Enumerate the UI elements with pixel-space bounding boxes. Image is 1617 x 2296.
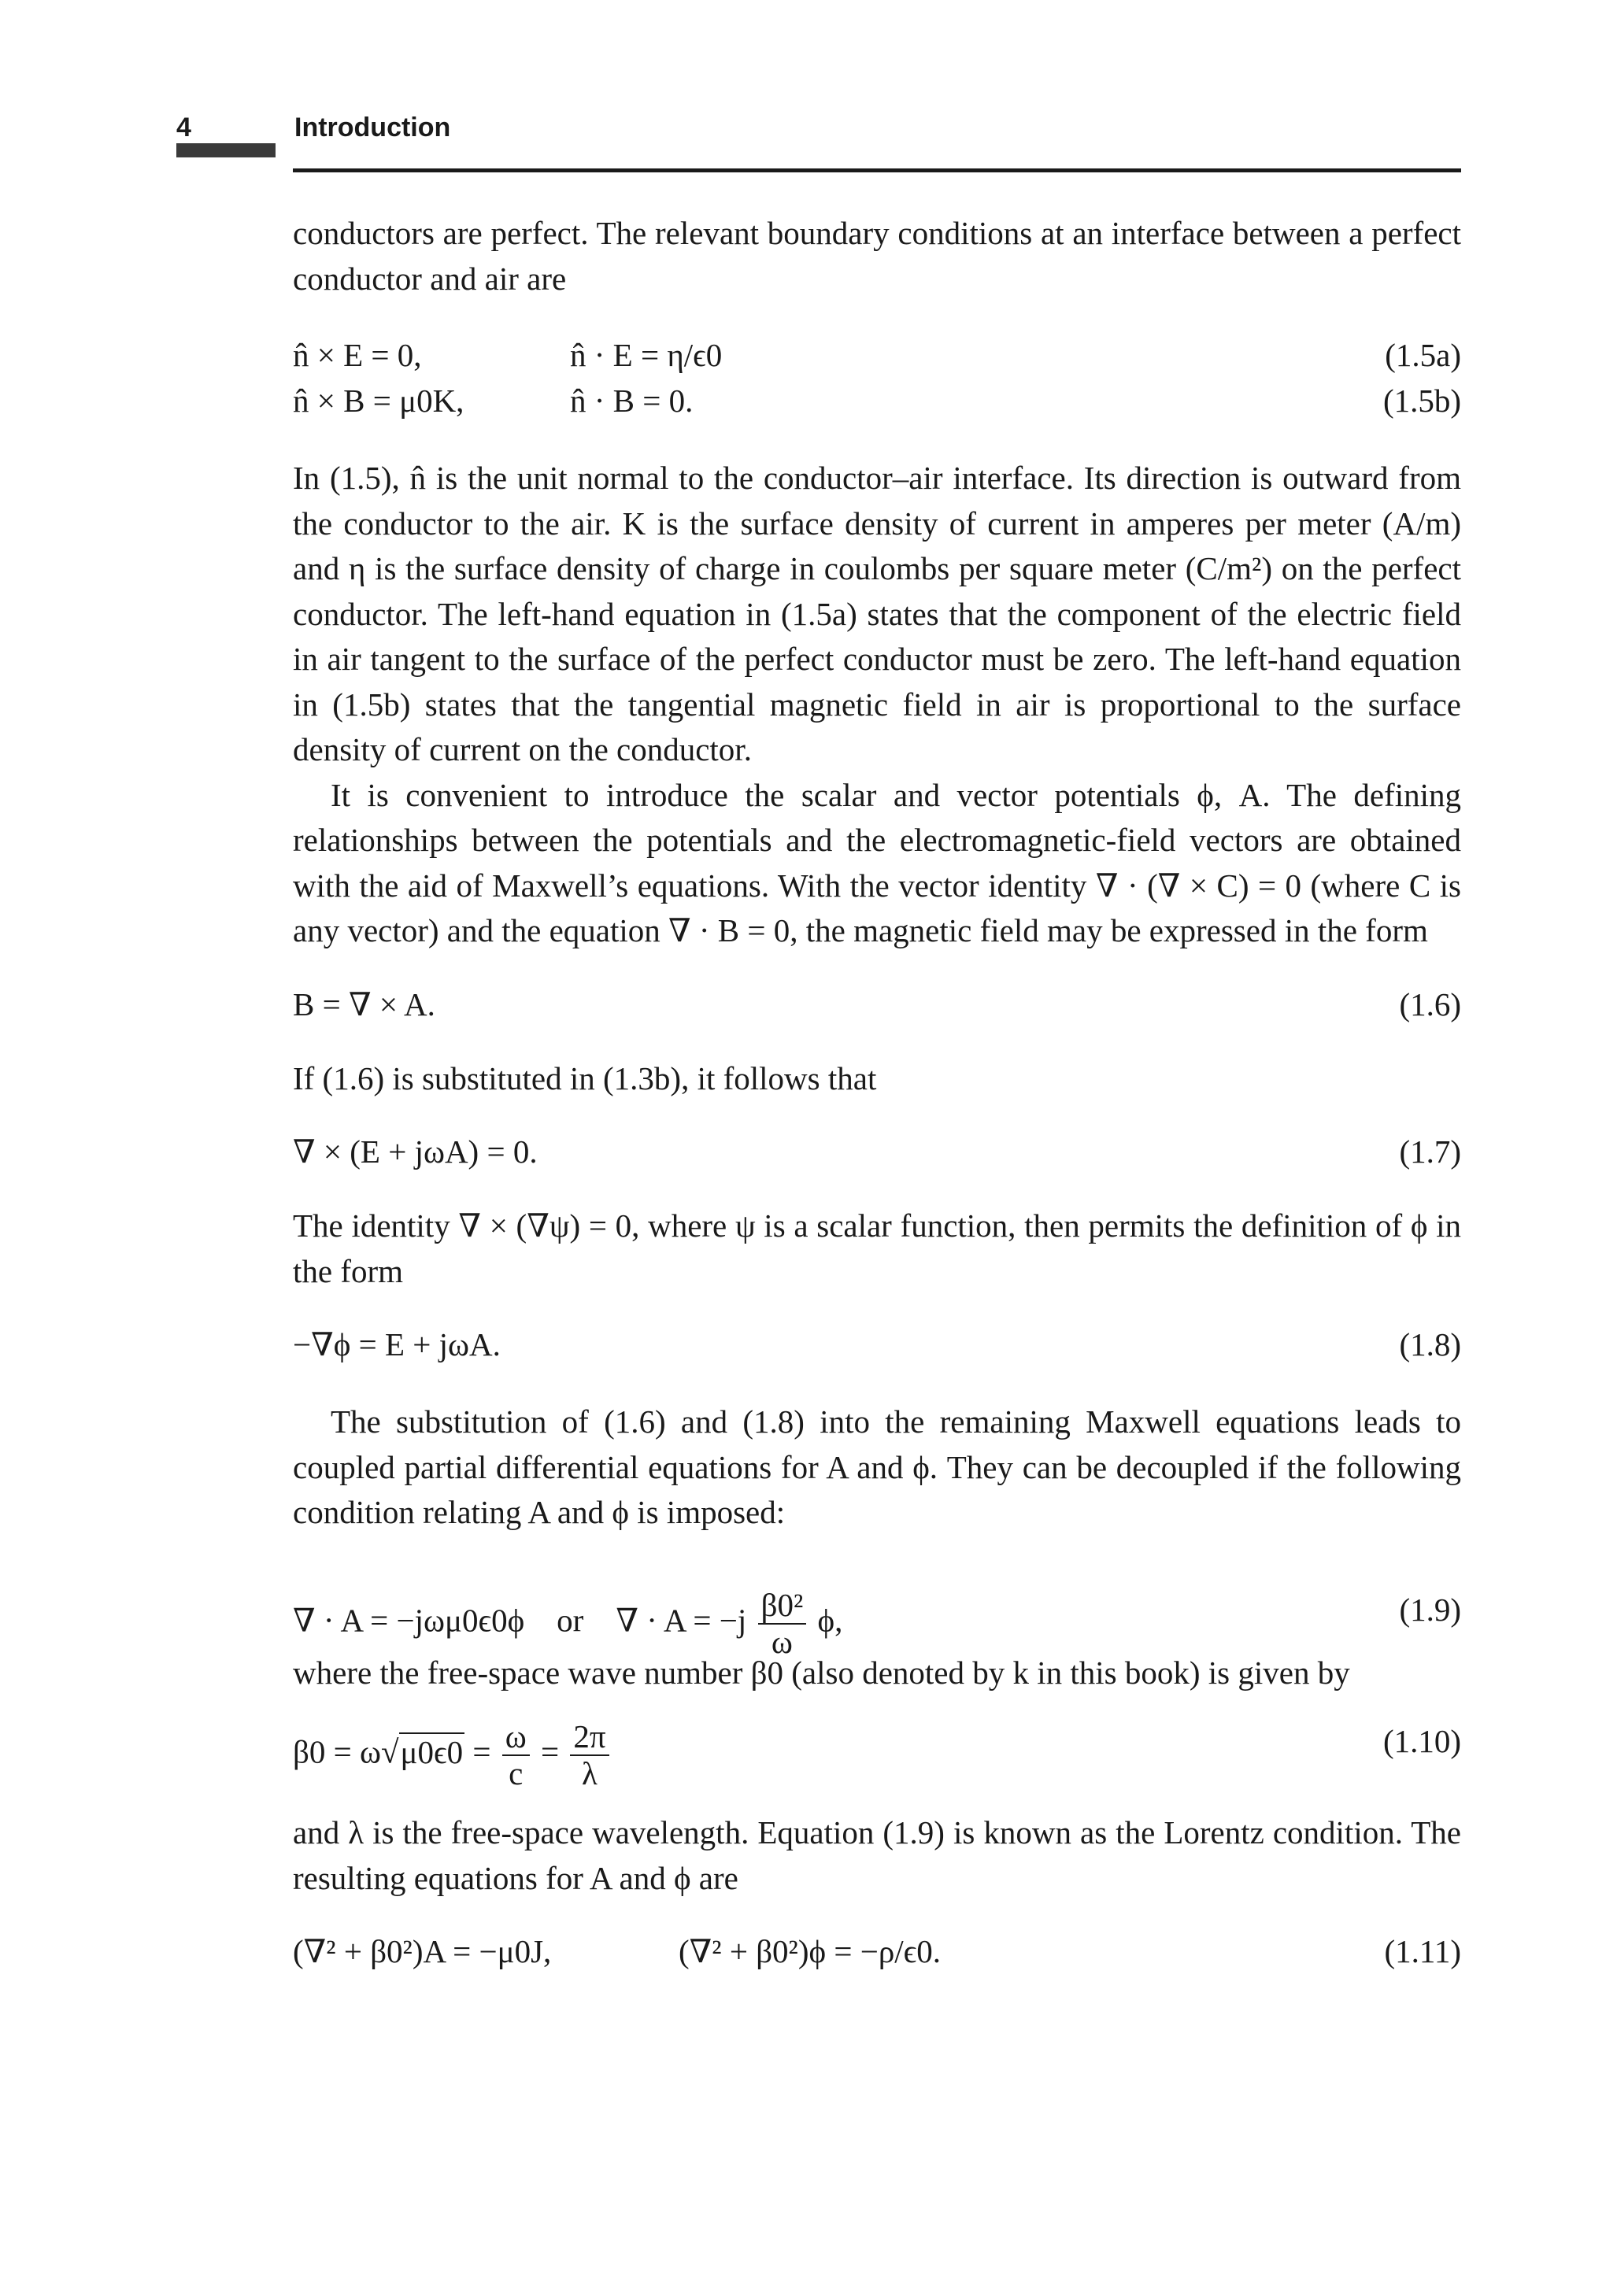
running-title: Introduction (294, 113, 451, 142)
paragraph-4: If (1.6) is substituted in (1.3b), it follows that (293, 1059, 877, 1096)
eq-1-9-fraction (758, 1588, 807, 1660)
eq-1-9-expr (293, 1588, 842, 1660)
paragraph-5: The identity ∇ × (∇ψ) = 0, where ψ is a scalar function, then permits the definition of ϕ in the form (293, 1207, 1461, 1289)
eq-1-5b-right: n̂ · B = 0. (570, 383, 694, 419)
paragraph-7: where the free-space wave number β0 (also denoted by k in this book) is given by (293, 1654, 1350, 1691)
eq-1-6-label: (1.6) (1399, 985, 1461, 1022)
equation-1-6 (293, 982, 1461, 1028)
eq-1-10-frac1-num: ω (502, 1719, 530, 1756)
paragraph-8: and λ is the free-space wavelength. Equation (1.9) is known as the Lorentz condition. The resulting equations for A and ϕ are (293, 1814, 1461, 1896)
eq-1-11-label: (1.11) (1384, 1933, 1461, 1969)
paragraph-3: It is convenient to introduce the scalar and vector potentials ϕ, A. The defining relationships between the potentials and the electromagnetic-field vectors are obtained with the aid of Maxwell’s equations. With the vector identity ∇ · (∇ × C) = 0 (where C is any vector) and the equation ∇ · B = 0, the magnetic field may be expressed in the form (293, 776, 1461, 948)
eq-1-5b-label: (1.5b) (1382, 383, 1461, 419)
eq-1-10-frac1 (502, 1719, 530, 1791)
header-rule (293, 168, 1461, 172)
eq-1-9-or: or (557, 1602, 584, 1638)
eq-1-5a-left: n̂ × E = 0, (293, 337, 422, 373)
eq-1-10-label: (1.10) (1382, 1723, 1461, 1759)
eq-1-10-eq2: = (540, 1733, 560, 1770)
eq-1-11-left: (∇² + β0²)A = −μ0J, (293, 1933, 552, 1969)
eq-1-5a-label: (1.5a) (1385, 337, 1461, 373)
equation-1-5b (293, 379, 1461, 424)
eq-1-9-right-pre: ∇ · A = −j (616, 1602, 747, 1638)
equation-1-9 (293, 1564, 1461, 1660)
eq-1-5b-left: n̂ × B = μ0K, (293, 383, 464, 419)
page-number: 4 (176, 113, 191, 142)
eq-1-5a-right: n̂ · E = η/ϵ0 (570, 337, 723, 373)
equation-1-5a (293, 333, 1461, 379)
eq-1-9-frac-num: β0² (758, 1588, 807, 1625)
eq-1-10-expr: β0 = ω√μ0ϵ0 = $\frac{\omega}{c}$ = $\frac{2\pi}{\lambda}$ (293, 1719, 612, 1791)
eq-1-8-expr: −∇ϕ = E + jωA. (293, 1326, 501, 1362)
eq-1-10-frac2 (570, 1719, 609, 1791)
eq-1-6-expr: B = ∇ × A. (293, 985, 435, 1022)
equation-1-10 (293, 1695, 1461, 1792)
eq-1-9-label: (1.9) (1399, 1591, 1461, 1628)
eq-1-9-right-post: ϕ, (817, 1602, 843, 1638)
equation-1-7 (293, 1130, 1461, 1175)
eq-1-9-frac-den: ω (771, 1623, 793, 1660)
eq-1-10-eq1: = (472, 1733, 491, 1770)
header-bar (176, 143, 276, 157)
paragraph-1: conductors are perfect. The relevant boundary conditions at an interface between a perfect conductor and air are (293, 215, 1461, 297)
equation-1-8 (293, 1322, 1461, 1368)
eq-1-7-expr: ∇ × (E + jωA) = 0. (293, 1133, 538, 1170)
eq-1-10-pre: β0 = ω (293, 1733, 381, 1770)
paragraph-6: The substitution of (1.6) and (1.8) into the remaining Maxwell equations leads to coupled partial differential equations for A and ϕ. They can be decoupled if the following condition relating A and ϕ is imposed: (293, 1403, 1461, 1530)
equation-1-11 (293, 1929, 1461, 1975)
eq-1-10-frac1-den: c (509, 1755, 524, 1792)
eq-1-9-left: ∇ · A = −jωμ0ϵ0ϕ (293, 1602, 525, 1638)
eq-1-10-sqrt: μ0ϵ0 (400, 1733, 464, 1770)
eq-1-8-label: (1.8) (1399, 1326, 1461, 1362)
paragraph-2: In (1.5), n̂ is the unit normal to the conductor–air interface. Its direction is outward from the conductor to the air. K is the surface density of current in amperes per meter (A/m) and η is the surface density of charge in coulombs per square meter (C/m²) on the perfect conductor. The left-hand equation in (1.5a) states that the component of the electric field in air tangent to the surface of the perfect conductor must be zero. The left-hand equation in (1.5b) states that the tangential magnetic field in air is proportional to the surface density of current on the conductor. (293, 460, 1461, 767)
eq-1-11-right: (∇² + β0²)ϕ = −ρ/ϵ0. (679, 1933, 942, 1969)
page-body (293, 211, 1461, 1975)
eq-1-7-label: (1.7) (1399, 1133, 1461, 1170)
eq-1-10-frac2-num: 2π (570, 1719, 609, 1756)
eq-1-10-frac2-den: λ (581, 1755, 598, 1792)
